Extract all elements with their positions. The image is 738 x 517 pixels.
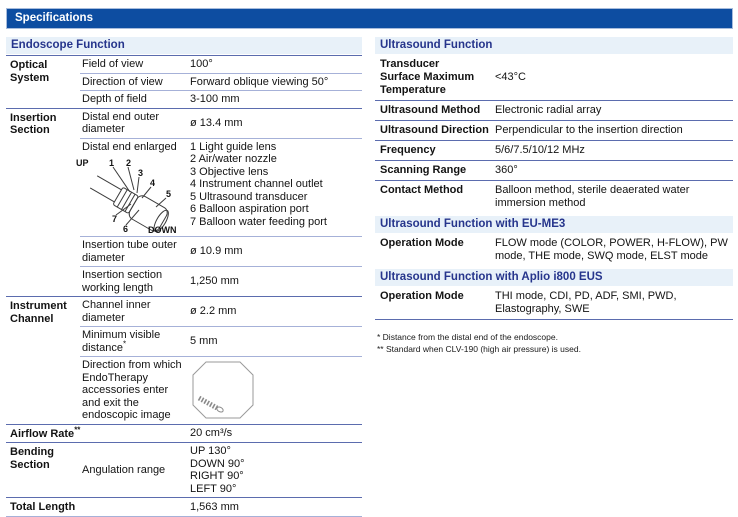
endoscope-function-header: Endoscope Function (6, 37, 362, 54)
spec-value: 1,250 mm (190, 267, 362, 297)
spec-value: THI mode, CDI, PD, ADF, SMI, PWD, Elastography, SWE (495, 287, 733, 320)
spec-value: 20 cm³/s (190, 424, 362, 443)
endoscope-function-table (6, 55, 362, 517)
section-label: Optical System (6, 56, 80, 109)
spec-label: Operation Mode (375, 287, 495, 320)
diagram-callout-1: 1 (109, 158, 115, 168)
spec-value (190, 138, 362, 237)
spec-value: 5 mm (190, 327, 362, 357)
table-row (375, 101, 733, 121)
spec-value: 360° (495, 161, 733, 181)
spec-value: Perpendicular to the insertion direction (495, 121, 733, 141)
table-row (6, 443, 362, 498)
diagram-callout-7: 7 (112, 214, 118, 224)
spec-label: Operation Mode (380, 237, 464, 249)
spec-label: Frequency (375, 141, 495, 161)
spec-value: Electronic radial array (495, 101, 733, 121)
angulation-line: UP 130° (190, 445, 231, 457)
diagram-callout-2: 2 (126, 158, 132, 168)
footnotes (375, 331, 733, 355)
table-row (375, 55, 733, 101)
table-row (375, 234, 733, 266)
footnote: * Distance from the distal end of the endoscope. (377, 332, 558, 342)
table-row (375, 287, 733, 320)
table-row (375, 161, 733, 181)
footnote-marker: ** (74, 424, 81, 434)
section-label: Instrument Channel (6, 297, 80, 425)
endoscopic-image-diagram (192, 361, 254, 419)
spec-value: ø 13.4 mm (190, 108, 362, 138)
spec-value: ø 2.2 mm (190, 297, 362, 327)
angulation-line: DOWN 90° (190, 457, 245, 470)
aplio-i800-table (375, 287, 733, 320)
footnote: ** Standard when CLV-190 (high air pressure) is used. (377, 344, 581, 354)
table-row (375, 141, 733, 161)
ultrasound-function-column (375, 37, 733, 355)
spec-label: Scanning Range (375, 161, 495, 181)
page-title: Specifications (6, 8, 733, 29)
ultrasound-function-header: Ultrasound Function (375, 37, 733, 54)
distal-end-enlarged-label: Distal end enlarged (82, 140, 177, 153)
table-row (6, 108, 362, 138)
spec-value: 3-100 mm (190, 91, 362, 109)
callout-line: 4 Instrument channel outlet (190, 178, 323, 190)
spec-label: Channel inner diameter (80, 297, 190, 327)
spec-label: Angulation range (80, 443, 190, 498)
callout-line: 5 Ultrasound transducer (190, 190, 308, 203)
aplio-i800-header: Ultrasound Function with Aplio i800 EUS (375, 269, 733, 286)
diagram-down-label: DOWN (148, 225, 177, 234)
spec-value (190, 357, 362, 425)
spec-value: 1,563 mm (190, 498, 362, 517)
spec-label: Insertion section working length (80, 267, 190, 297)
spec-label: Ultrasound Direction (375, 121, 495, 141)
diagram-up-label: UP (76, 158, 89, 168)
diagram-callout-5: 5 (166, 189, 172, 199)
table-row (6, 424, 362, 443)
spec-value: <43°C (495, 71, 527, 83)
section-label: Bending Section (6, 443, 80, 498)
spec-label: Insertion tube outer diameter (80, 237, 190, 267)
callout-line: 6 Balloon aspiration port (190, 203, 309, 215)
eu-me3-header: Ultrasound Function with EU-ME3 (375, 216, 733, 233)
callout-line: 2 Air/water nozzle (190, 153, 277, 165)
spec-label: Direction of view (80, 73, 190, 91)
eu-me3-table (375, 234, 733, 266)
table-row (375, 181, 733, 214)
spec-value: Forward oblique viewing 50° (190, 73, 362, 91)
callout-line: 7 Balloon water feeding port (190, 215, 327, 228)
spec-label: Contact Method (375, 181, 495, 214)
diagram-callout-4: 4 (150, 178, 156, 188)
spec-label: Direction from which EndoTherapy accessories enter and exit the endoscopic image (80, 357, 190, 425)
spec-value: 5/6/7.5/10/12 MHz (495, 141, 733, 161)
angulation-line: RIGHT 90° (190, 470, 244, 482)
section-label: Airflow Rate** (6, 424, 190, 443)
table-row (375, 121, 733, 141)
two-column-layout (6, 37, 733, 517)
spec-value: 100° (190, 56, 362, 74)
table-row (6, 297, 362, 327)
ultrasound-function-table (375, 55, 733, 213)
section-label: Insertion Section (6, 108, 80, 297)
footnote-marker: * (122, 338, 127, 348)
endoscope-function-column (6, 37, 362, 517)
spec-label: Depth of field (80, 91, 190, 109)
spec-label: Distal end outer diameter (80, 108, 190, 138)
distal-end-diagram (74, 154, 194, 234)
callout-line: 1 Light guide lens (190, 140, 277, 153)
spec-value (190, 443, 362, 498)
spec-label: Field of view (80, 56, 190, 74)
spec-value: FLOW mode (COLOR, POWER, H-FLOW), PW mode, THE mode, SWQ mode, ELST mode (495, 237, 728, 262)
spec-value: Balloon method, sterile deaerated water immersion method (495, 181, 733, 214)
callout-line: 3 Objective lens (190, 165, 269, 178)
section-label: Total Length (6, 498, 190, 517)
diagram-callout-6: 6 (123, 224, 129, 234)
spec-label (76, 138, 190, 237)
diagram-callout-3: 3 (138, 168, 144, 178)
spec-value: ø 10.9 mm (190, 237, 362, 267)
table-row (6, 56, 362, 74)
spec-label: Transducer Surface Maximum Temperature (380, 58, 475, 96)
angulation-line: LEFT 90° (190, 482, 237, 495)
spec-label: Ultrasound Method (375, 101, 495, 121)
spec-label: Minimum visible distance* (80, 327, 190, 357)
table-row (6, 498, 362, 517)
